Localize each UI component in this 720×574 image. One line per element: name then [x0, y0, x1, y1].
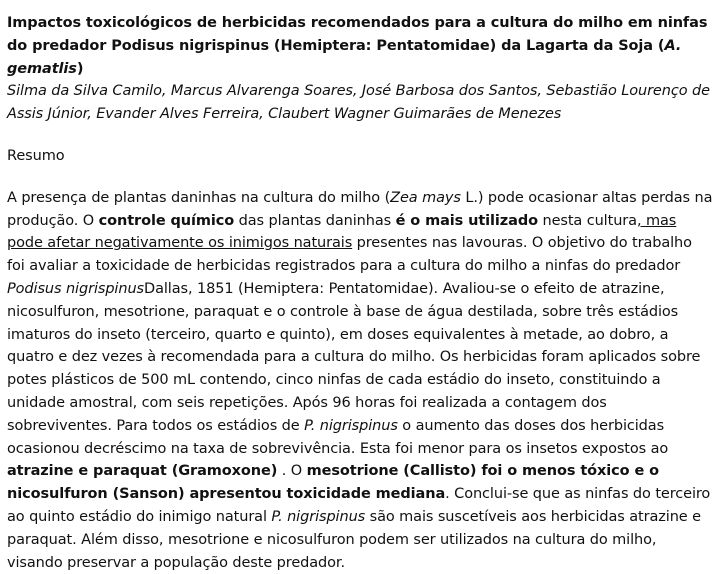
author-list: Silma da Silva Camilo, Marcus Alvarenga Soares, José Barbosa dos Santos, Sebastião Lourenço de Assis Júnior, Evander Alves Ferreira, Claubert Wagner Guimarães de Menezes — [7, 83, 710, 123]
species-name: Podisus nigrispinus — [7, 280, 144, 297]
emphasis-bold: é o mais utilizado — [395, 212, 538, 229]
emphasis-bold: atrazine e paraquat (Gramoxone) — [7, 463, 278, 480]
emphasis-bold: foi o menos tóxico e o nicosulfuron (Sanson) apresentou toxicidade mediana — [7, 463, 660, 503]
emphasis-bold: controle químico — [98, 212, 235, 229]
paper-title — [7, 12, 714, 80]
abstract-text: nesta cultura — [537, 212, 637, 229]
abstract-text: são mais suscetíveis aos herbicidas atrazine e paraquat. Além disso, mesotrione e nicosulfuron podem ser utilizados na cultura do milho, visando preservar a população deste predador. — [7, 508, 701, 571]
abstract-text: das plantas daninhas — [234, 212, 396, 229]
abstract-paragraph — [7, 187, 714, 574]
species-name: P. nigrispinus — [304, 417, 398, 434]
abstract-text: presentes nas lavouras. O objetivo do trabalho foi avaliar a toxicidade de herbicidas registrados para a cultura do milho a ninfas do predador — [7, 235, 692, 275]
section-heading: Resumo — [7, 147, 65, 164]
abstract-text: . Conclui-se que as ninfas do terceiro ao quinto estádio do inimigo natural — [7, 486, 711, 525]
species-name: Zea mays — [390, 189, 461, 206]
abstract-text: . O — [277, 463, 307, 480]
title-species: A. gematlis — [7, 37, 682, 77]
title-text: Impactos toxicológicos de herbicidas recomendados para a cultura do milho em ninfas do predador Podisus nigrispinus (Hemiptera: Pentatomidae) da Lagarta da Soja ( — [7, 15, 708, 54]
title-close: ) — [76, 60, 84, 77]
abstract-text: L.) pode ocasionar altas perdas na produção. O — [7, 189, 713, 229]
emphasis-underline: , mas pode afetar negativamente os inimigos naturais — [7, 212, 677, 252]
abstract-text: o aumento das doses dos herbicidas ocasionou decréscimo na taxa de sobrevivência. Esta foi menor para os insetos expostos ao — [7, 417, 669, 457]
species-name: P. nigrispinus — [271, 508, 366, 525]
abstract-text: A presença de plantas daninhas na cultura do milho ( — [7, 189, 391, 206]
emphasis-bold: mesotrione (Callisto) — [306, 463, 477, 480]
abstract-text: Dallas, 1851 (Hemiptera: Pentatomidae). Avaliou-se o efeito de atrazine, nicosulfuron, mesotrione, paraquat e o controle à base de água destilada, sobre três estádios imaturos do inseto (terceiro, quarto e quinto), em doses equivalentes à metade, ao dobro, a quatro e dez vezes à recomendada para a cultura do milho. Os herbicidas foram aplicados sobre potes plásticos de 500 mL contendo, cinco ninfas de cada estádio do inseto, constituindo a unidade amostral, com seis repetições. Após 96 horas foi realizada a contagem dos sobreviventes. Para todos os estádios de — [7, 280, 701, 434]
